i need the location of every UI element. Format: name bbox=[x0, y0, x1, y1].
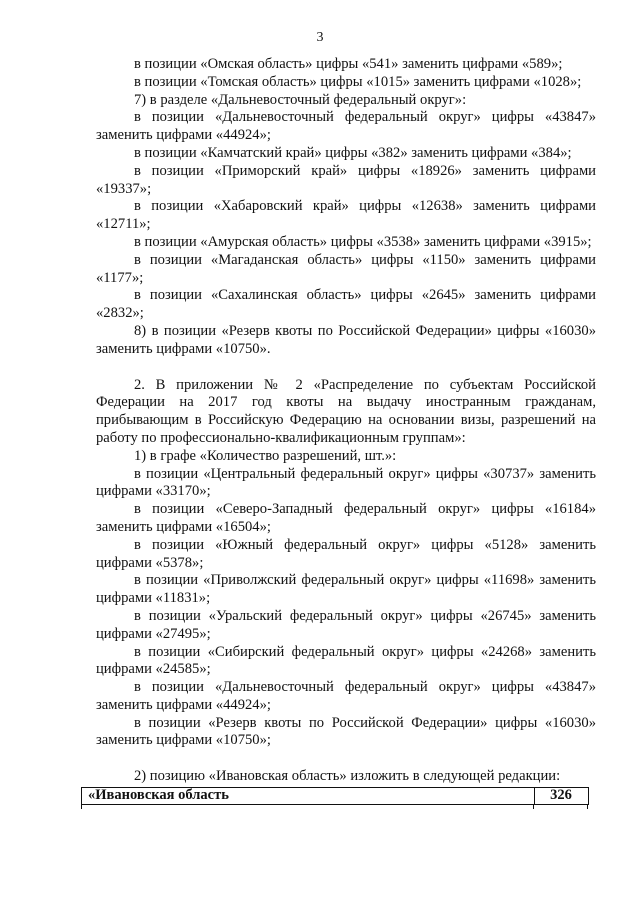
quota-table-row bbox=[81, 787, 589, 805]
paragraph-gap bbox=[96, 750, 596, 768]
paragraph: в позиции «Сибирский федеральный округ» цифры «24268» заменить цифрами «24585»; bbox=[96, 643, 596, 678]
table-cell-region: «Ивановская область bbox=[88, 787, 229, 803]
paragraph: в позиции «Сахалинская область» цифры «2645» заменить цифрами «2832»; bbox=[96, 287, 596, 322]
table-border-middle bbox=[533, 805, 534, 809]
paragraph: в позиции «Южный федеральный округ» цифры «5128» заменить цифрами «5378»; bbox=[96, 536, 596, 571]
paragraph: в позиции «Приморский край» цифры «18926» заменить цифрами «19337»; bbox=[96, 162, 596, 197]
paragraph: в позиции «Уральский федеральный округ» цифры «26745» заменить цифрами «27495»; bbox=[96, 607, 596, 642]
paragraph: в позиции «Центральный федеральный округ» цифры «30737» заменить цифрами «33170»; bbox=[96, 465, 596, 500]
paragraph: в позиции «Дальневосточный федеральный округ» цифры «43847» заменить цифрами «44924»; bbox=[96, 109, 596, 144]
paragraph: в позиции «Магаданская область» цифры «1150» заменить цифрами «1177»; bbox=[96, 251, 596, 286]
document-body bbox=[96, 56, 596, 786]
paragraph: в позиции «Дальневосточный федеральный округ» цифры «43847» заменить цифрами «44924»; bbox=[96, 679, 596, 713]
table-border-right bbox=[587, 805, 588, 809]
paragraph: в позиции «Камчатский край» цифры «382» заменить цифрами «384»; bbox=[134, 144, 572, 161]
paragraph: 2) позицию «Ивановская область» изложить в следующей редакции: bbox=[134, 768, 561, 785]
paragraph: в позиции «Амурская область» цифры «3538» заменить цифрами «3915»; bbox=[134, 233, 592, 250]
paragraph: 2. В приложении № 2 «Распределение по субъектам Российской Федерации на 2017 год квоты на выдачу иностранным гражданам, прибывающим в Российскую Федерацию на основании визы, разрешений на работу по профессионально-квалификационным группам»: bbox=[96, 376, 596, 446]
paragraph: 7) в разделе «Дальневосточный федеральный округ»: bbox=[134, 91, 467, 108]
paragraph: 8) в позиции «Резерв квоты по Российской Федерации» цифры «16030» заменить цифрами «10750». bbox=[96, 322, 596, 357]
paragraph: 1) в графе «Количество разрешений, шт.»: bbox=[134, 447, 397, 464]
page-number: 3 bbox=[316, 30, 324, 45]
table-border-left bbox=[81, 805, 82, 809]
paragraph: в позиции «Омская область» цифры «541» заменить цифрами «589»; bbox=[134, 56, 563, 72]
paragraph: в позиции «Хабаровский край» цифры «12638» заменить цифрами «12711»; bbox=[96, 198, 596, 233]
table-cell-value: 326 bbox=[550, 787, 572, 803]
paragraph-gap bbox=[96, 359, 596, 377]
paragraph: в позиции «Резерв квоты по Российской Федерации» цифры «16030» заменить цифрами «10750»; bbox=[96, 714, 596, 749]
paragraph: в позиции «Томская область» цифры «1015» заменить цифрами «1028»; bbox=[134, 73, 582, 90]
paragraph: в позиции «Приволжский федеральный округ» цифры «11698» заменить цифрами «11831»; bbox=[96, 572, 596, 607]
paragraph: в позиции «Северо-Западный федеральный округ» цифры «16184» заменить цифрами «16504»; bbox=[96, 501, 596, 535]
